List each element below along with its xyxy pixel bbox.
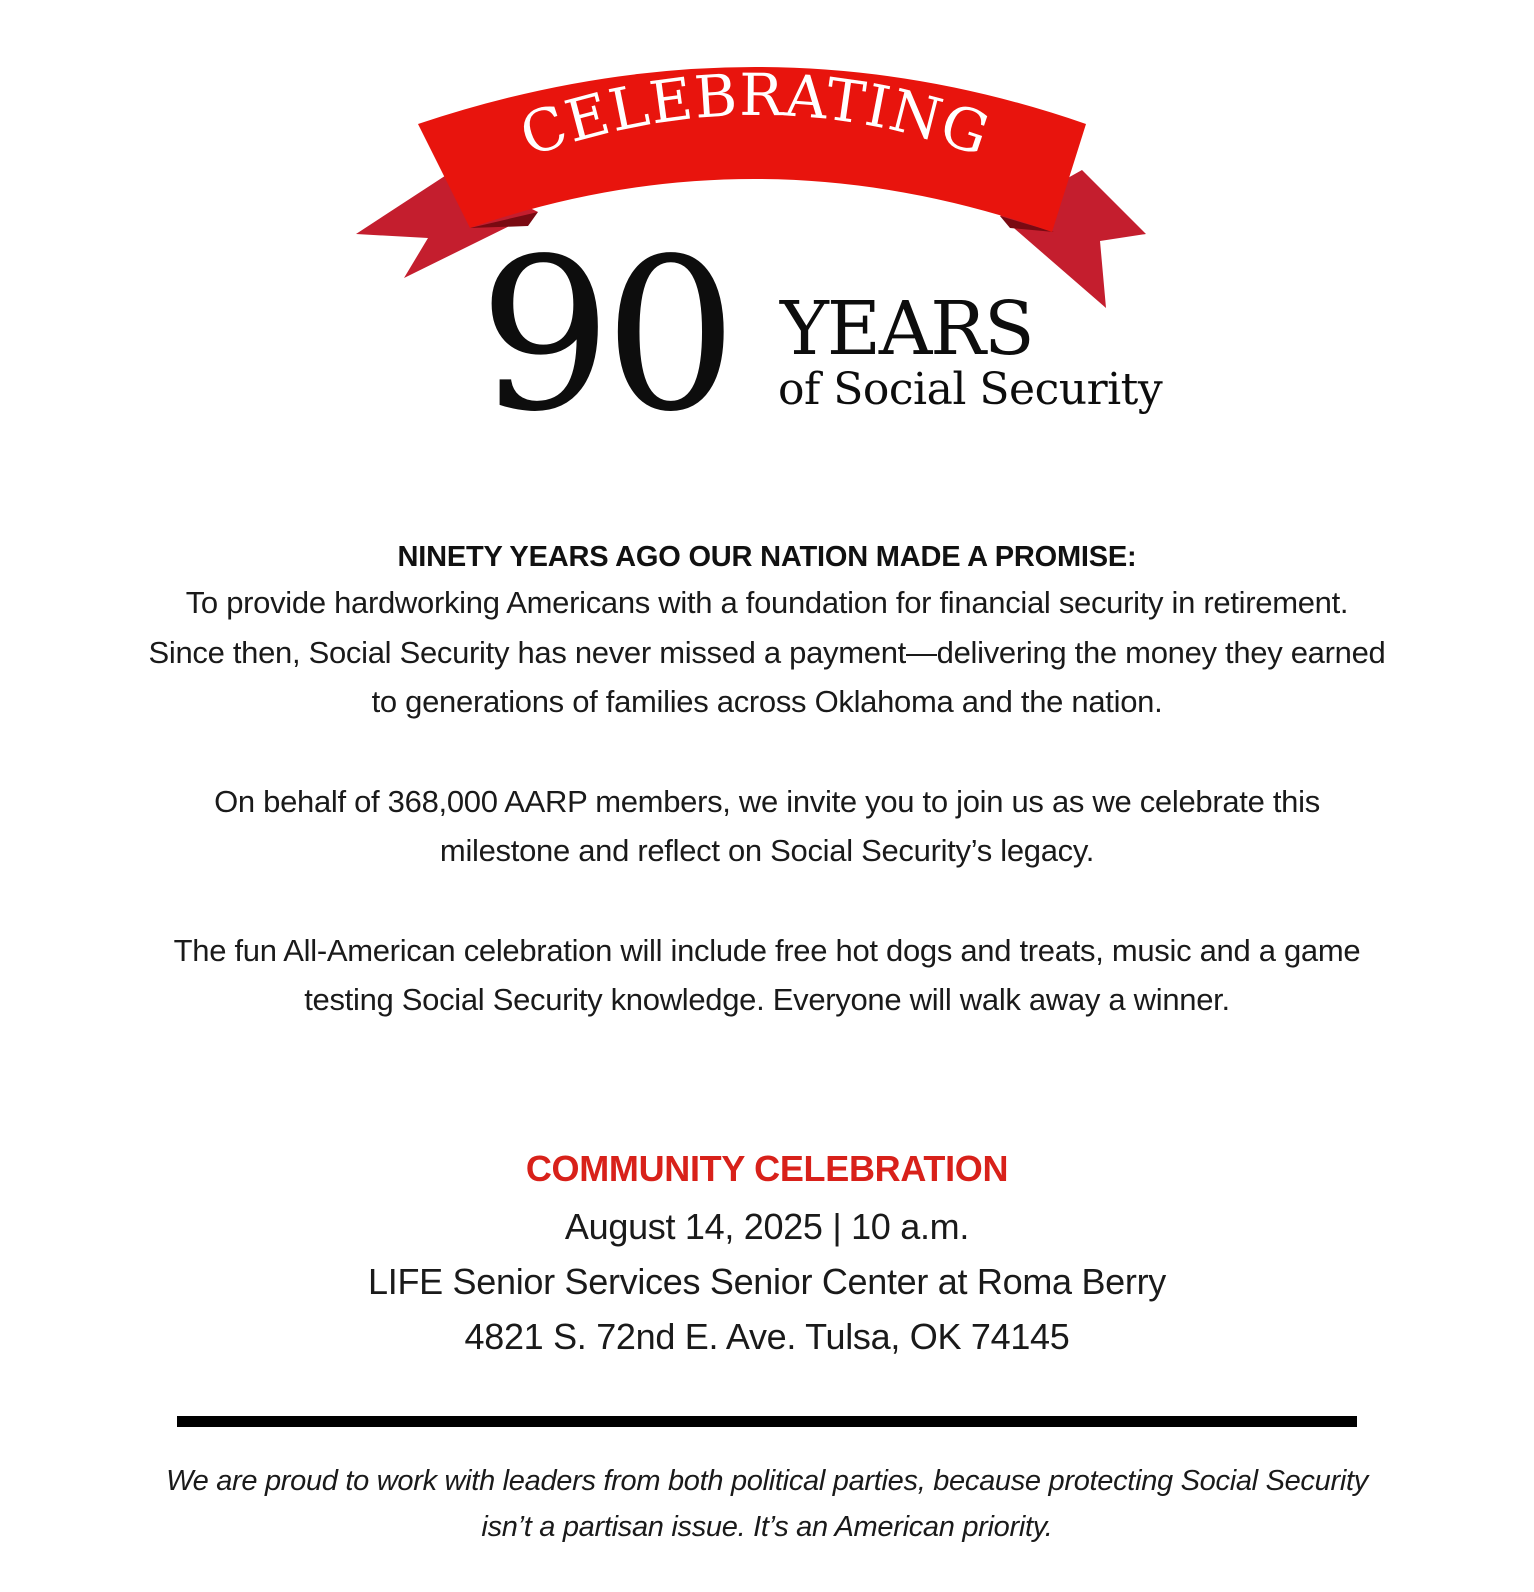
event-date-time: August 14, 2025 | 10 a.m. (564, 1206, 970, 1247)
celebrating-90-years-logo (0, 0, 1534, 480)
intro-paragraph-3: The fun All-American celebration will include free hot dogs and treats, music and a game testing Social Security knowledge. Everyone will walk away a winner. (173, 932, 1361, 1017)
event-venue: LIFE Senior Services Senior Center at Roma Berry (368, 1261, 1166, 1302)
event-title: COMMUNITY CELEBRATION (525, 1148, 1009, 1189)
banner-text-path: CELEBRATING (511, 60, 999, 170)
social-security-subtitle: of Social Security (778, 364, 1163, 415)
intro-paragraph-2: On behalf of 368,000 AARP members, we invite you to join us as we celebrate this milestone and reflect on Social Security’s legacy. (214, 783, 1320, 868)
event-details (0, 1147, 1534, 1364)
footer-statement: We are proud to work with leaders from both political parties, because protecting Social Security isn’t a partisan issue. It’s an American priority. (166, 1465, 1368, 1543)
years-label: YEARS (780, 286, 1033, 372)
intro-paragraph-1: To provide hardworking Americans with a foundation for financial security in retirement. Since then, Social Security has never missed a payment—delivering the money they earned to generations of families across Oklahoma and the nation. (148, 585, 1386, 719)
section-divider (177, 1416, 1357, 1427)
promise-heading: NINETY YEARS AGO OUR NATION MADE A PROMISE: (397, 541, 1137, 573)
intro-section (100, 536, 1434, 1025)
event-address: 4821 S. 72nd E. Ave. Tulsa, OK 74145 (464, 1316, 1070, 1357)
ninety-number: 90 (478, 213, 730, 458)
